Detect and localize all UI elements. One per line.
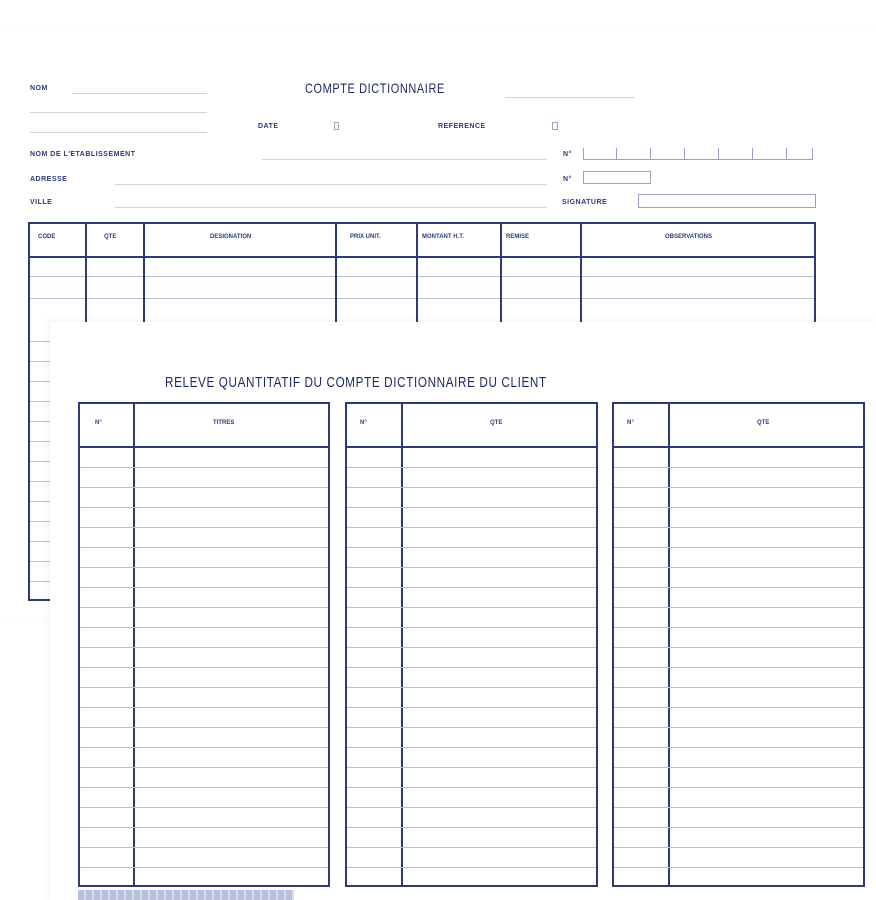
back-title-line bbox=[505, 97, 635, 98]
front-panel-1-header-num: N° bbox=[95, 420, 102, 426]
back-row2-b-label: REFERENCE bbox=[438, 123, 486, 130]
back-row2-b-box[interactable] bbox=[552, 122, 558, 130]
back-row3-label: NOM DE L'ETABLISSEMENT bbox=[30, 151, 136, 158]
back-row3-right-label: N° bbox=[563, 151, 572, 158]
back-table-col-line bbox=[500, 222, 502, 322]
back-table-col-line bbox=[580, 222, 582, 322]
back-table-header-cell: QTE bbox=[104, 234, 117, 240]
back-row5-right-box[interactable] bbox=[638, 194, 816, 208]
back-line-3 bbox=[30, 132, 207, 133]
back-table-row-line bbox=[30, 298, 814, 299]
back-table-header-rule bbox=[28, 256, 816, 258]
front-panel-1-rows[interactable] bbox=[80, 448, 328, 885]
back-table-header-cell: REMISE bbox=[506, 234, 530, 240]
back-table-col-line bbox=[143, 222, 145, 322]
back-row3-right-dividers bbox=[583, 148, 813, 160]
back-row4-line[interactable] bbox=[115, 184, 547, 185]
front-panel-2-rows[interactable] bbox=[347, 448, 596, 885]
back-top-left-line bbox=[72, 93, 207, 94]
back-table-header-cell: MONTANT H.T. bbox=[422, 234, 464, 240]
front-form-title: RELEVE QUANTITATIF DU COMPTE DICTIONNAIRE DU CLIENT bbox=[165, 374, 547, 391]
back-row4-right-label: N° bbox=[563, 176, 572, 183]
front-panel-3-header-qty: QTE bbox=[757, 420, 770, 426]
back-table-header-cell: OBSERVATIONS bbox=[665, 234, 713, 240]
footer-printer-mark bbox=[78, 890, 294, 900]
back-form-title: COMPTE DICTIONNAIRE bbox=[305, 80, 445, 96]
back-row5-right-label: SIGNATURE bbox=[562, 199, 608, 206]
front-panel-3-rows[interactable] bbox=[614, 448, 863, 885]
back-line-2 bbox=[30, 112, 207, 113]
back-row4-right-box[interactable] bbox=[583, 171, 651, 184]
back-row5-label: VILLE bbox=[30, 199, 53, 206]
front-panel-2-header-qty: QTE bbox=[490, 420, 503, 426]
back-row5-line[interactable] bbox=[115, 207, 547, 208]
front-panel-1-header-title: TITRES bbox=[213, 420, 235, 426]
back-table-header-cell: CODE bbox=[38, 234, 56, 240]
back-top-left-label: NOM bbox=[30, 85, 48, 92]
back-table-bottom-edge bbox=[28, 599, 52, 601]
back-table-col-line bbox=[416, 222, 418, 322]
back-row2-a-label: DATE bbox=[258, 123, 279, 130]
back-row4-label: ADRESSE bbox=[30, 176, 68, 183]
back-table-col-line bbox=[85, 222, 87, 322]
front-panel-3-header-num: N° bbox=[627, 420, 634, 426]
back-row2-a-box[interactable] bbox=[334, 122, 339, 130]
back-table-col-line bbox=[335, 222, 337, 322]
back-table-header-cell: PRIX UNIT. bbox=[350, 234, 381, 240]
front-panel-2-header-num: N° bbox=[360, 420, 367, 426]
back-table-header-cell: DESIGNATION bbox=[210, 234, 252, 240]
back-table-rows-peek bbox=[30, 322, 50, 598]
back-table-row-line bbox=[30, 276, 814, 277]
back-row3-line[interactable] bbox=[262, 159, 547, 160]
